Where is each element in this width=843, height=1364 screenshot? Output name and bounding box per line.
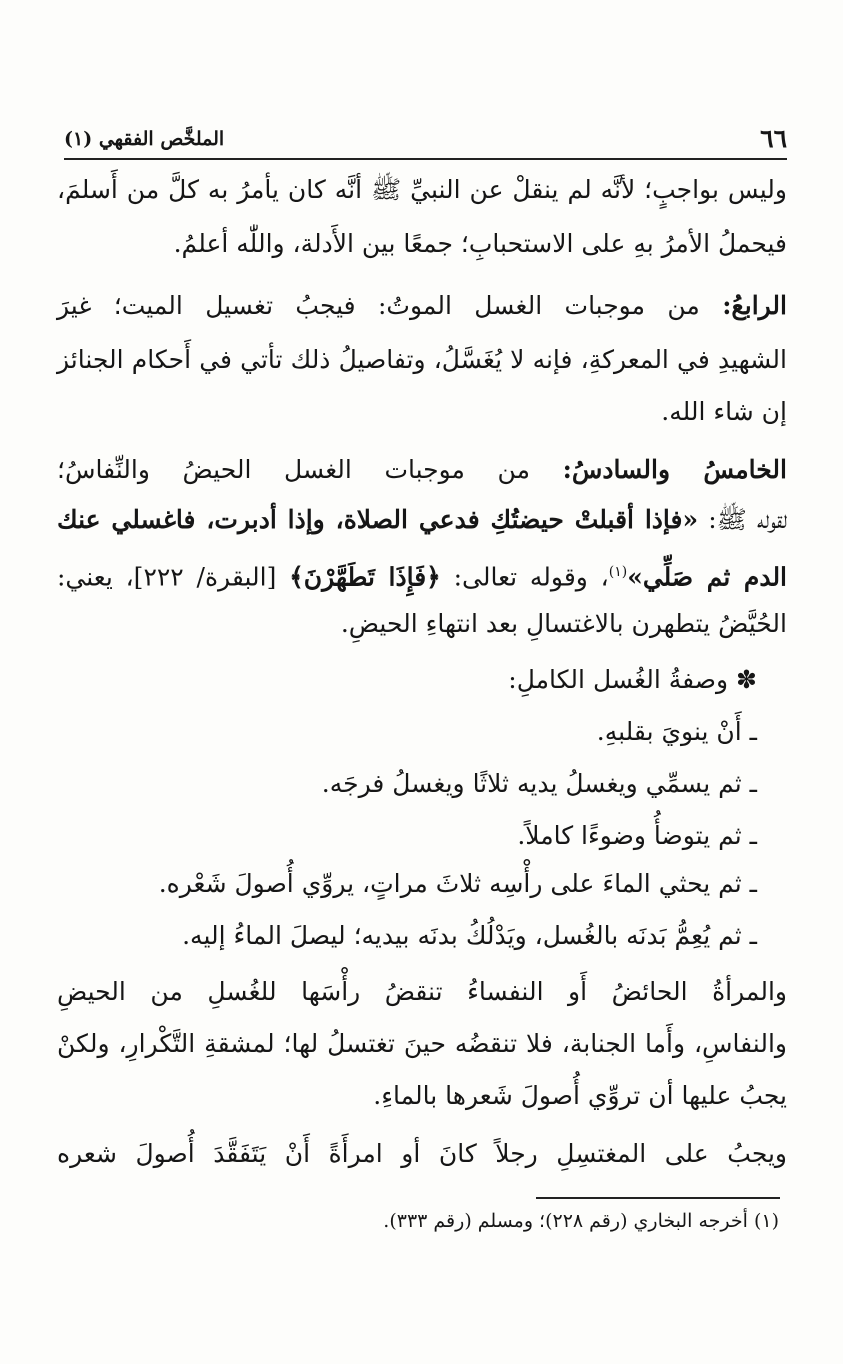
body-line xyxy=(57,502,787,538)
list-item: ـ ثم يُعِمُّ بَدنَه بالغُسل، ويَدْلُكُ بدنَه بيديه؛ ليصلَ الماءُ إليه. xyxy=(182,921,757,950)
body-line: والمرأةُ الحائضُ أَو النفساءُ تنقضُ رأْسَها للغُسلِ من الحيضِ xyxy=(57,977,787,1006)
footnote-reference[interactable]: (١) xyxy=(608,564,628,580)
body-line xyxy=(57,554,787,590)
body-line: الحُيَّضُ يتطهرن بالاغتسالِ بعد انتهاءِ الحيضِ. xyxy=(340,609,787,638)
body-line: إن شاء الله. xyxy=(661,397,787,426)
body-line xyxy=(57,452,787,488)
item-heading: الخامسُ والسادسُ: xyxy=(562,455,787,484)
body-line: فيحملُ الأمرُ بهِ على الاستحبابِ؛ جمعًا بين الأَدلة، واللّٰه أعلمُ. xyxy=(173,229,787,258)
footnote: (١) أخرجه البخاري (رقم ٢٢٨)؛ ومسلم (رقم ٣٣٣). xyxy=(383,1210,779,1232)
body-text: لقوله ﷺ: xyxy=(708,505,787,534)
body-text: من موجبات الغسل الموتُ: فيجبُ تغسيل الميت؛ غيرَ xyxy=(57,291,700,320)
page-header xyxy=(64,124,787,160)
body-line: الشهيدِ في المعركةِ، فإنه لا يُغَسَّلُ، وتفاصيلُ ذلك تأتي في أَحكام الجنائز xyxy=(57,345,787,374)
body-line: والنفاسِ، وأَما الجنابة، فلا تنقضُه حينَ تغتسلُ لها؛ لمشقةِ التَّكْرارِ، ولكنْ xyxy=(57,1029,787,1058)
body-text: [البقرة/ ٢٢٢]، يعني: xyxy=(57,562,277,592)
item-heading: الرابعُ: xyxy=(722,291,787,320)
running-title: الملخَّص الفقهي (١) xyxy=(64,128,225,150)
body-text: من موجبات الغسل الحيضُ والنِّفاسُ؛ xyxy=(57,455,530,484)
list-item: ـ ثم يسمِّي ويغسلُ يديه ثلاثًا ويغسلُ فرجَه. xyxy=(321,769,757,798)
list-item: ـ أَنْ ينويَ بقلبهِ. xyxy=(596,717,757,746)
hadith-text: الدم ثم صَلِّي» xyxy=(627,562,788,592)
body-line xyxy=(57,288,787,324)
body-line: وليس بواجبٍ؛ لأنَّه لم ينقلْ عن النبيِّ ﷺ أنَّه كان يأمرُ به كلَّ من أَسلمَ، xyxy=(57,175,787,204)
body-line: ويجبُ على المغتسِلِ رجلاً كانَ أو امرأَةً أَنْ يَتَفَقَّدَ أُصولَ شعره xyxy=(57,1139,787,1168)
hadith-text: «فإذا أقبلتْ حيضتُكِ فدعي الصلاة، وإذا أدبرت، فاغسلي عنك xyxy=(57,505,699,534)
body-text: ، وقوله تعالى: xyxy=(453,562,609,592)
section-heading: ✽ وصفةُ الغُسل الكاملِ: xyxy=(508,665,757,694)
list-item: ـ ثم يحثي الماءَ على رأْسِه ثلاثَ مراتٍ، يروِّي أُصولَ شَعْره. xyxy=(158,869,757,898)
page-number: ٦٦ xyxy=(760,124,787,153)
list-item: ـ ثم يتوضأُ وضوءًا كاملاً. xyxy=(517,821,757,850)
quran-verse: ﴿فَإِذَا تَطَهَّرْنَ﴾ xyxy=(289,562,441,592)
footnote-rule xyxy=(536,1197,780,1199)
body-line: يجبُ عليها أن تروِّي أُصولَ شَعرها بالماءِ. xyxy=(373,1081,787,1110)
